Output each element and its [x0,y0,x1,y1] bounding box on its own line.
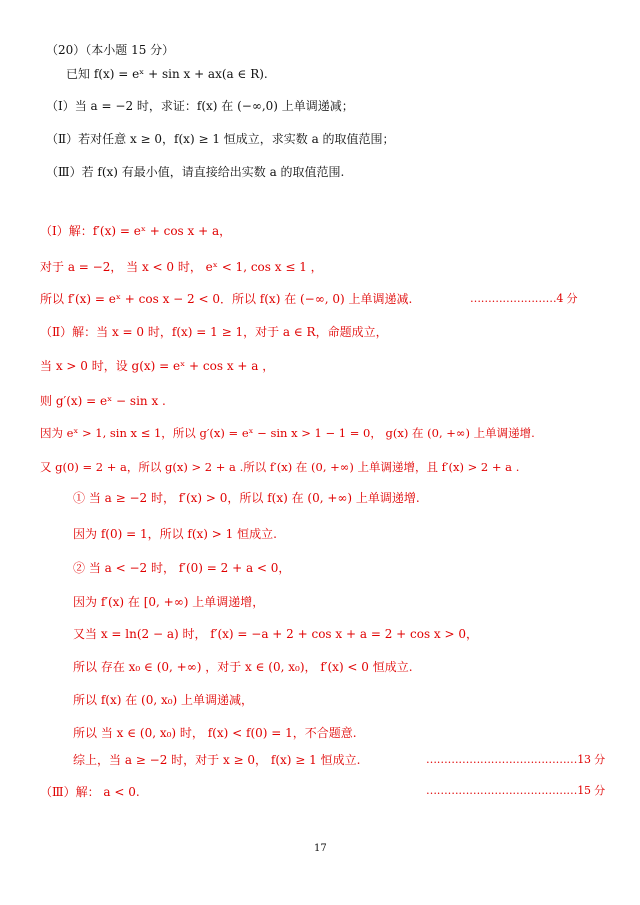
part1-line-1: 对于 a = −2， 当 x < 0 时， eˣ < 1, cos x ≤ 1 ， [40,260,323,274]
question-2: （Ⅱ）若对任意 x ≥ 0，f(x) ≥ 1 恒成立，求实数 a 的取值范围； [46,132,395,146]
question-3: （Ⅲ）若 f(x) 有最小值，请直接给出实数 a 的取值范围. [46,165,345,179]
conclusion: 综上，当 a ≥ −2 时，对于 x ≥ 0， f(x) ≥ 1 恒成立. [73,753,361,767]
score-4: ……………………4 分 [470,292,578,305]
question-1: （Ⅰ）当 a = −2 时，求证：f(x) 在 (−∞,0) 上单调递减； [46,99,354,113]
part2-line-4: 又 g(0) = 2 + a，所以 g(x) > 2 + a .所以 f′(x) 在 (0, +∞) 上单调递增，且 f′(x) > 2 + a . [40,460,520,474]
score-13: ……………………………………13 分 [426,753,605,766]
case2-line-2: 因为 f′(x) 在 [0, +∞) 上单调递增， [73,595,265,609]
case2-line-1: ② 当 a < −2 时， f′(0) = 2 + a < 0， [73,561,291,575]
part2-line-2: 则 g′(x) = eˣ − sin x . [40,394,166,408]
page-number: 17 [314,843,327,854]
part1-intro: （Ⅰ）解：f′(x) = eˣ + cos x + a， [40,224,232,238]
case2-line-3: 又当 x = ln(2 − a) 时， f′(x) = −a + 2 + cos x + a = 2 + cos x > 0， [73,627,479,641]
part2-intro: （Ⅱ）解：当 x = 0 时，f(x) = 1 ≥ 1，对于 a ∈ R，命题成立， [40,325,388,339]
score-15: ……………………………………15 分 [426,784,605,797]
case1-line-2: 因为 f(0) = 1，所以 f(x) > 1 恒成立. [73,527,277,541]
case2-line-6: 所以 当 x ∈ (0, x₀) 时， f(x) < f(0) = 1，不合题意. [73,726,357,740]
problem-given: 已知 f(x) = eˣ + sin x + ax(a ∈ R). [66,67,268,81]
part3-answer: （Ⅲ）解： a < 0. [40,785,140,799]
part1-line-2: 所以 f′(x) = eˣ + cos x − 2 < 0．所以 f(x) 在 (−∞, 0) 上单调递减. [40,292,413,306]
problem-header: （20）（本小题 15 分） [46,43,175,57]
part2-line-1: 当 x > 0 时，设 g(x) = eˣ + cos x + a ， [40,359,275,373]
case1-line-1: ① 当 a ≥ −2 时， f′(x) > 0，所以 f(x) 在 (0, +∞) 上单调递增. [73,491,420,505]
case2-line-5: 所以 f(x) 在 (0, x₀) 上单调递减， [73,693,254,707]
part2-line-3: 因为 eˣ > 1, sin x ≤ 1，所以 g′(x) = eˣ − sin x > 1 − 1 = 0， g(x) 在 (0, +∞) 上单调递增. [40,426,535,440]
case2-line-4: 所以 存在 x₀ ∈ (0, +∞) ，对于 x ∈ (0, x₀)， f′(x) < 0 恒成立. [73,660,413,674]
